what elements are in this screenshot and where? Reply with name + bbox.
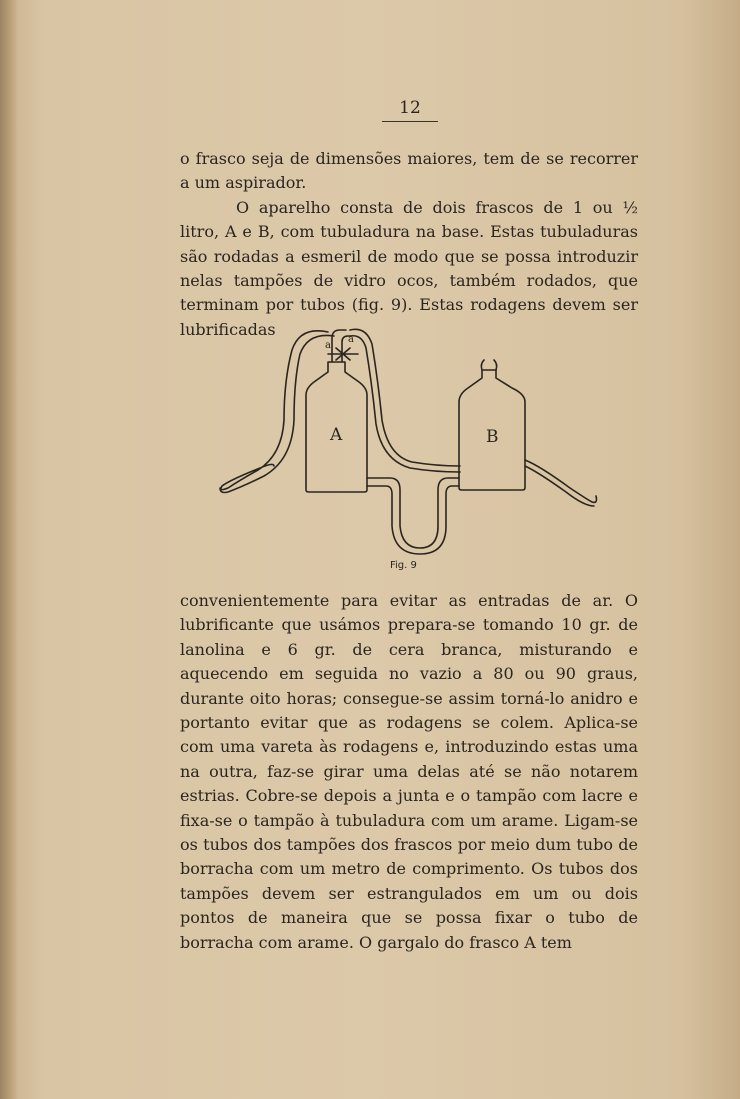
paragraph-continuation: o frasco seja de dimensões maiores, tem de se recorrer a um aspirador. bbox=[180, 149, 638, 193]
bottle-b-neck-right bbox=[494, 360, 497, 370]
paragraph-apparatus: O aparelho consta de dois frascos de 1 ou ½ litro, A e B, com tubuladura na base. Estas tubuladuras são rodadas a esmeril de modo que se possa introduzir nelas tampões de vidro ocos, também rodados, que terminam por tubos (fig. 9). Estas rodagens devem ser lubrificadas bbox=[180, 197, 638, 339]
figure-caption: Fig. 9 bbox=[390, 560, 417, 571]
page-number: 12 bbox=[382, 98, 438, 122]
paragraph-lubricant: convenientemente para evitar as entradas de ar. O lubrificante que usámos prepara-se tomando 10 gr. de lanolina e 6 gr. de cera branca, misturando e aquecendo em seguida no vazio a 80 ou 90 graus, durante oito horas; consegue-se assim torná-lo anidro e portanto evitar que as rodagens se colem. Aplica-se com uma vareta às rodagens e, introduzindo estas uma na outra, faz-se girar uma delas até se não notarem estrias. Cobre-se depois a junta e o tampão com lacre e fixa-se o tampão à tubuladura com um arame. Ligam-se os tubos dos tampões dos frascos por meio dum tubo de borracha com um metro de comprimento. Os tubos dos tampões devem ser estrangulados em um ou dois pontos de maneira que se possa fixar o tubo de borracha com arame. O gargalo do frasco A tem bbox=[180, 591, 638, 952]
text-block-bottom bbox=[180, 589, 638, 955]
figure-apparatus-diagram bbox=[200, 320, 620, 580]
tube-left-loop bbox=[221, 331, 328, 490]
label-a-left: a bbox=[325, 340, 331, 351]
label-bottle-b: B bbox=[486, 427, 499, 447]
tube-b-right-inner bbox=[525, 466, 594, 506]
u-tube-inner bbox=[367, 486, 459, 554]
tube-b-right bbox=[525, 460, 597, 502]
bottle-b-neck-left bbox=[481, 360, 484, 370]
tube-left-loop-inner bbox=[220, 335, 334, 492]
label-a-right: a bbox=[348, 334, 354, 345]
text-block-top bbox=[180, 147, 638, 342]
page-binding-edge bbox=[0, 0, 18, 1099]
label-bottle-a: A bbox=[330, 425, 343, 445]
